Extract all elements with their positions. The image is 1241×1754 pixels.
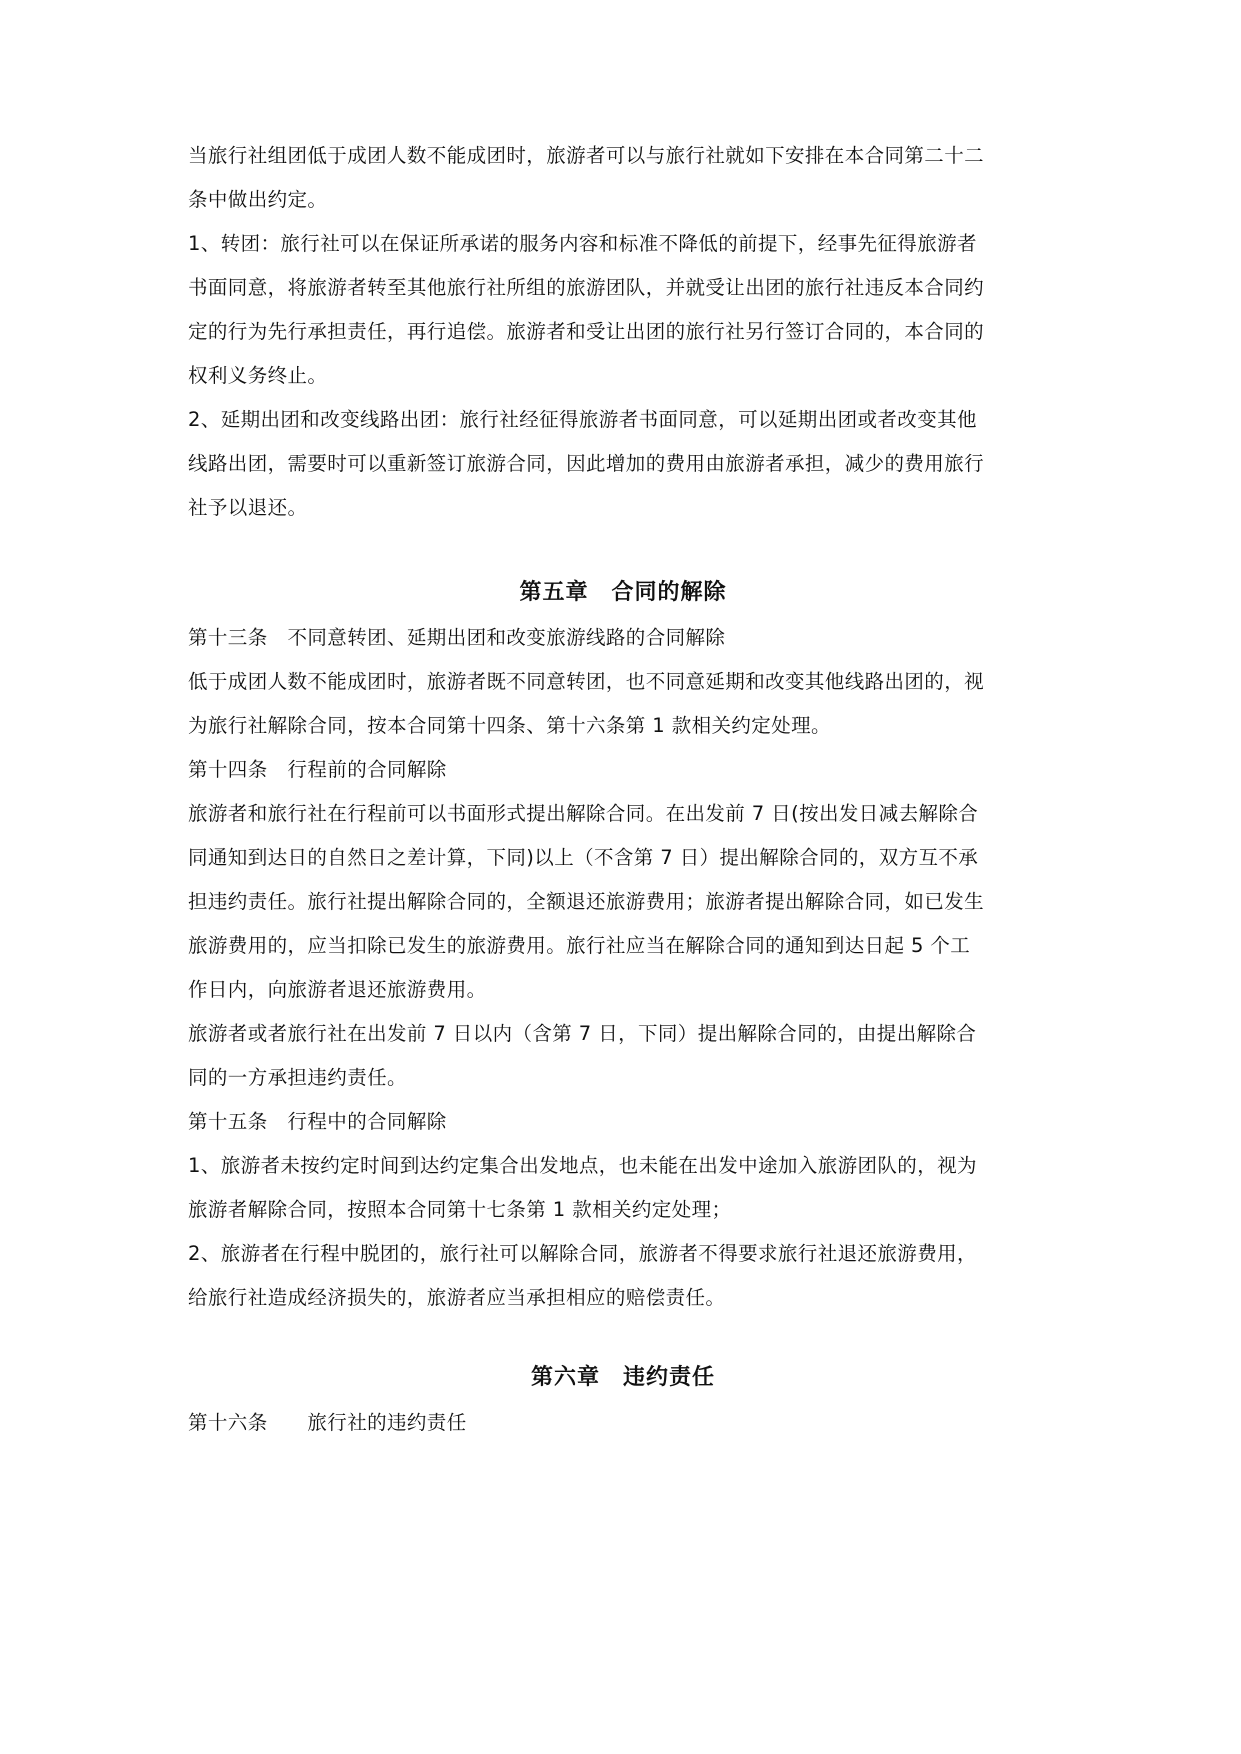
paragraph-line: 1、旅游者未按约定时间到达约定集合出发地点，也未能在出发中途加入旅游团队的，视为 [188,1154,977,1177]
paragraph-line: 当旅行社组团低于成团人数不能成团时，旅游者可以与旅行社就如下安排在本合同第二十二 [188,144,985,167]
paragraph-line: 给旅行社造成经济损失的，旅游者应当承担相应的赔偿责任。 [188,1286,726,1309]
paragraph-line: 旅游者和旅行社在行程前可以书面形式提出解除合同。在出发前 7 日(按出发日减去解除合 [188,802,979,825]
paragraph-line: 社予以退还。 [188,496,308,519]
paragraph-line: 为旅行社解除合同，按本合同第十四条、第十六条第 1 款相关约定处理。 [188,714,831,737]
article-heading: 第十四条 行程前的合同解除 [188,758,447,781]
paragraph-line: 线路出团，需要时可以重新签订旅游合同，因此增加的费用由旅游者承担，减少的费用旅行 [188,452,985,475]
paragraph-line: 旅游费用的，应当扣除已发生的旅游费用。旅行社应当在解除合同的通知到达日起 5 个工 [188,934,971,957]
paragraph-line: 2、延期出团和改变线路出团：旅行社经征得旅游者书面同意，可以延期出团或者改变其他 [188,408,977,431]
paragraph-line: 1、转团：旅行社可以在保证所承诺的服务内容和标准不降低的前提下，经事先征得旅游者 [188,232,977,255]
paragraph-line: 担违约责任。旅行社提出解除合同的，全额退还旅游费用；旅游者提出解除合同，如已发生 [188,890,985,913]
article-heading: 第十六条 旅行社的违约责任 [188,1411,467,1434]
paragraph-line: 书面同意，将旅游者转至其他旅行社所组的旅游团队，并就受让出团的旅行社违反本合同约 [188,276,985,299]
paragraph-line: 同的一方承担违约责任。 [188,1066,407,1089]
article-heading: 第十五条 行程中的合同解除 [188,1110,447,1133]
paragraph-line: 权利义务终止。 [188,364,328,387]
paragraph-line: 旅游者或者旅行社在出发前 7 日以内（含第 7 日，下同）提出解除合同的，由提出解除合 [188,1022,977,1045]
chapter-heading: 第六章 违约责任 [530,1365,715,1390]
chapter-heading: 第五章 合同的解除 [519,580,727,605]
article-heading: 第十三条 不同意转团、延期出团和改变旅游线路的合同解除 [188,626,726,649]
paragraph-line: 2、旅游者在行程中脱团的，旅行社可以解除合同，旅游者不得要求旅行社退还旅游费用， [188,1242,977,1265]
paragraph-line: 条中做出约定。 [188,188,328,211]
paragraph-line: 同通知到达日的自然日之差计算，下同)以上（不含第 7 日）提出解除合同的，双方互不承 [188,846,979,869]
paragraph-line: 定的行为先行承担责任，再行追偿。旅游者和受让出团的旅行社另行签订合同的，本合同的 [188,320,985,343]
paragraph-line: 低于成团人数不能成团时，旅游者既不同意转团，也不同意延期和改变其他线路出团的，视 [188,670,985,693]
paragraph-line: 旅游者解除合同，按照本合同第十七条第 1 款相关约定处理； [188,1198,732,1221]
paragraph-line: 作日内，向旅游者退还旅游费用。 [188,978,487,1001]
